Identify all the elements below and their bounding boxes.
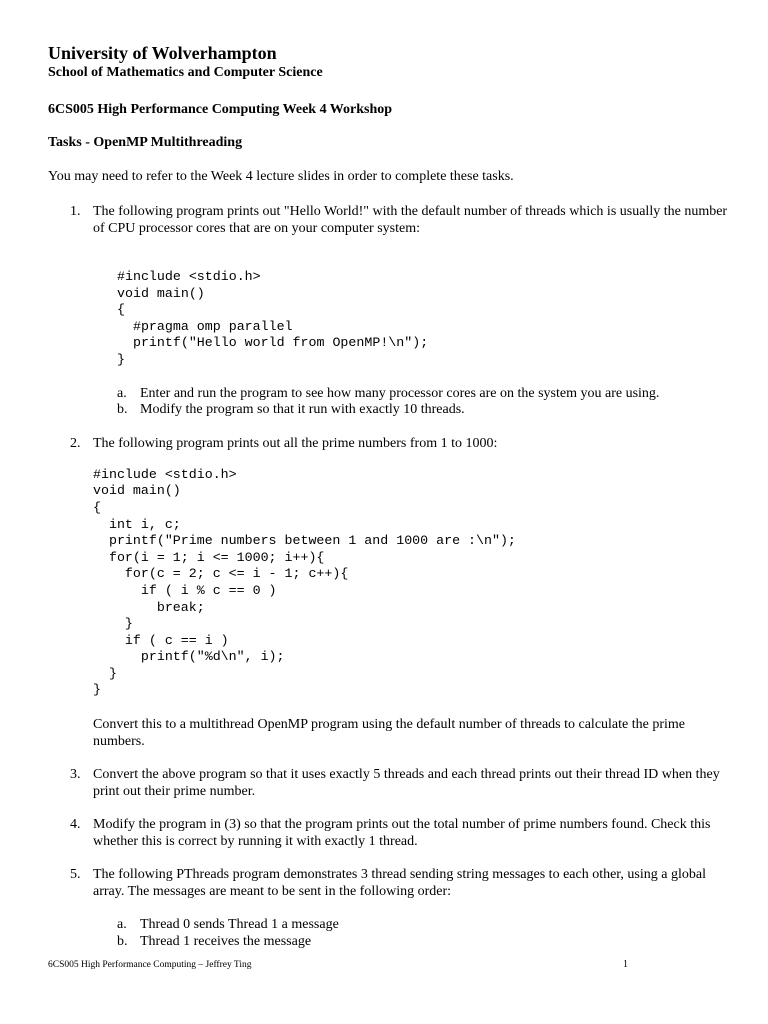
task-number: 1. (70, 204, 81, 219)
subtask-text: Enter and run the program to see how many processor cores are on the system you are using. (140, 385, 660, 401)
code-block-hello: #include <stdio.h> void main() { #pragma omp parallel printf("Hello world from OpenMP!\n"); } (117, 269, 429, 367)
task-text: The following PThreads program demonstrates 3 thread sending string messages to each other, using a global array. The messages are meant to be sent in the following order: (93, 867, 706, 900)
school-name: School of Mathematics and Computer Science (48, 65, 323, 80)
code-block-primes: #include <stdio.h> void main() { int i, c; printf("Prime numbers between 1 and 1000 are :\n"); for(i = 1; i <= 1000; i++){ for(c = 2; c <= i - 1; c++){ if ( i % c == 0 ) break; } if ( c == i ) printf("%d\n", i); } } (93, 466, 516, 698)
task-item-5 (48, 866, 728, 950)
subtask-text: Modify the program so that it run with exactly 10 threads. (140, 402, 465, 418)
task-text: The following program prints out all the prime numbers from 1 to 1000: (93, 435, 498, 451)
page-number: 1 (623, 959, 628, 970)
subtask-text: Thread 0 sends Thread 1 a message (140, 917, 339, 933)
workshop-title: 6CS005 High Performance Computing Week 4 Workshop (48, 102, 393, 117)
document-page (48, 42, 728, 950)
task-number: 2. (70, 435, 81, 451)
subtask-label: a. (117, 385, 127, 401)
task-number: 3. (70, 767, 81, 783)
task-item-1 (48, 203, 728, 419)
subtask-item (93, 934, 728, 951)
task-number: 5. (70, 867, 81, 883)
task-item-4 (48, 816, 728, 850)
task-text: Modify the program in (3) so that the program prints out the total number of prime numbers found. Check this whether this is correct by running it with exactly 1 thread. (93, 817, 711, 850)
subtask-item (93, 402, 728, 419)
task-text: Convert the above program so that it uses exactly 5 threads and each thread prints out their thread ID when they print out their prime number. (93, 767, 720, 800)
task-text: The following program prints out "Hello World!" with the default number of threads which is usually the number of CPU processor cores that are on your computer system: (93, 204, 728, 236)
tasks-heading: Tasks - OpenMP Multithreading (48, 135, 243, 150)
intro-paragraph: You may need to refer to the Week 4 lecture slides in order to complete these tasks. (48, 169, 514, 184)
task-item-2 (48, 435, 728, 750)
university-name: University of Wolverhampton (48, 43, 277, 63)
subtask-item (93, 386, 728, 403)
task-number: 4. (70, 817, 81, 833)
task-after-text: Convert this to a multithread OpenMP program using the default number of threads to calculate the prime numbers. (93, 717, 685, 750)
subtask-text: Thread 1 receives the message (140, 933, 312, 949)
task-item-3 (48, 766, 728, 800)
subtask-label: a. (117, 917, 127, 933)
subtask-label: b. (117, 933, 128, 949)
page-footer: 6CS005 High Performance Computing – Jeffrey Ting (48, 960, 252, 970)
subtask-label: b. (117, 402, 128, 418)
subtask-item (93, 917, 728, 934)
